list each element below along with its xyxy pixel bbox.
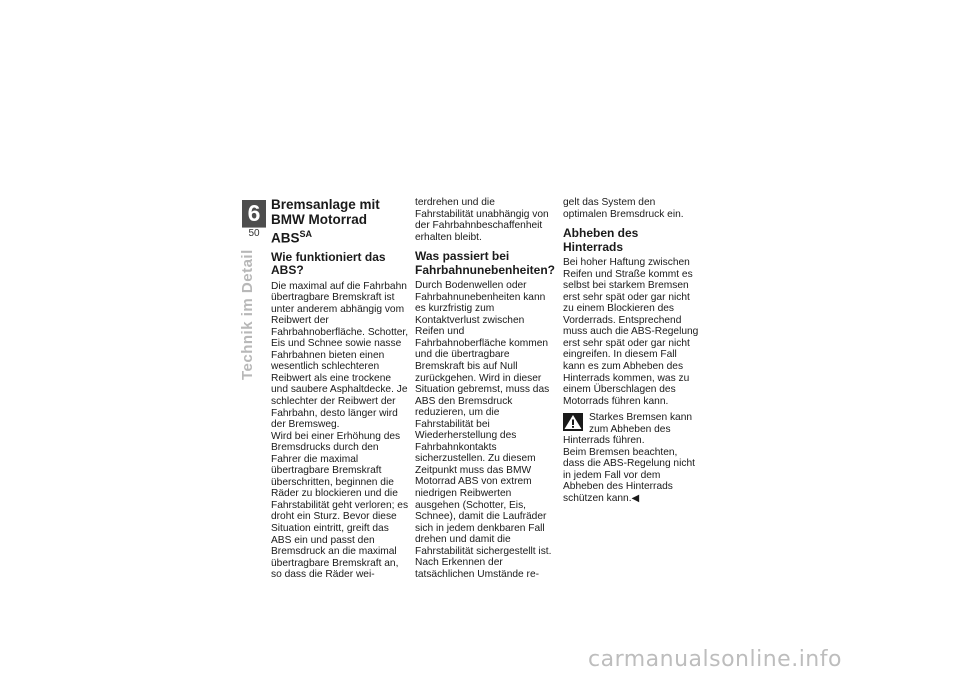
paragraph	[563, 447, 701, 505]
paragraph: Wird bei einer Erhöhung des Bremsdrucks durch den Fahrer die maximal übertragbare Bremskraft überschritten, beginnen die Räder zu blockieren und die Fahrstabilität geht verloren; es droht ein Sturz. Bevor diese Situation eintritt, greift das ABS ein und passt den Bremsdruck an die maximal übertragbare Bremskraft an, so dass die Räder wei-	[271, 430, 409, 581]
section-side-title: Technik im Detail	[239, 249, 256, 380]
page-title	[271, 197, 409, 246]
sa-superscript: SA	[299, 229, 313, 239]
column-2	[415, 197, 556, 580]
end-mark: ◀	[631, 493, 640, 505]
paragraph: terdrehen und die Fahrstabilität unabhängig von der Fahrbahnbeschaffenheit erhalten bleibt.	[415, 197, 549, 243]
chapter-number: 6	[242, 200, 266, 227]
page-title-text: Bremsanlage mit BMW Motorrad ABS	[271, 197, 380, 246]
heading-abheben: Abheben des Hinterrads	[563, 226, 639, 254]
paragraph: Die maximal auf die Fahrbahn übertragbare Bremskraft ist unter anderem abhängig vom Reibwert der Fahrbahnoberfläche. Schotter, Eis und Schnee sowie nasse Fahrbahnen bieten einen wesentlich schlechteren Reibwert als eine trockene und saubere Asphaltdecke. Je schlechter der Reibwert der Fahrbahn, desto länger wird der Bremsweg.	[271, 280, 409, 431]
paragraph: gelt das System den optimalen Bremsdruck ein.	[563, 197, 684, 220]
warning-text: Starkes Bremsen kann zum Abheben des Hinterrads führen.	[563, 412, 693, 447]
heading-unebenheiten: Was passiert bei Fahrbahnunebenheiten?	[415, 249, 556, 277]
heading-abs: Wie funktioniert das ABS?	[271, 249, 386, 277]
warning-note	[563, 412, 701, 447]
paragraph: Bei hoher Haftung zwischen Reifen und Straße kommt es selbst bei starkem Bremsen erst sehr spät oder gar nicht zu einem Blockieren des Vorderrads. Entsprechend muss auch die ABS-Regelung erst sehr spät oder gar nicht eingreifen. In diesem Fall kann es zum Abheben des Hinterrads kommen, was zu einem Überschlagen des Motorrads führen kann.	[563, 257, 699, 407]
paragraph: Durch Bodenwellen oder Fahrbahnunebenheiten kann es kurzfristig zum Kontaktverlust zwischen Reifen und Fahrbahnoberfläche kommen und die übertragbare Bremskraft bis auf Null zurückgehen. Wird in dieser Situation gebremst, muss das ABS den Bremsdruck reduzieren, um die Fahrstabilität bei Wiederherstellung des Fahrbahnkontakts sicherzustellen. Zu diesem Zeitpunkt muss das BMW Motorrad ABS von extrem niedrigen Reibwerten ausgehen (Schotter, Eis, Schnee), damit die Laufräder sich in jedem denkbaren Fall drehen und damit die Fahrstabilität sichergestellt ist. Nach Erkennen der tatsächlichen Umstände re-	[415, 280, 552, 580]
paragraph-text: Beim Bremsen beachten, dass die ABS-Regelung nicht in jedem Fall vor dem Abheben des Hinterrads schützen kann.	[563, 446, 695, 505]
column-1	[271, 197, 409, 581]
page-number: 50	[242, 227, 266, 240]
warning-triangle-icon	[563, 413, 583, 431]
column-3	[563, 197, 701, 505]
watermark: carmanualsonline.info	[588, 647, 842, 672]
